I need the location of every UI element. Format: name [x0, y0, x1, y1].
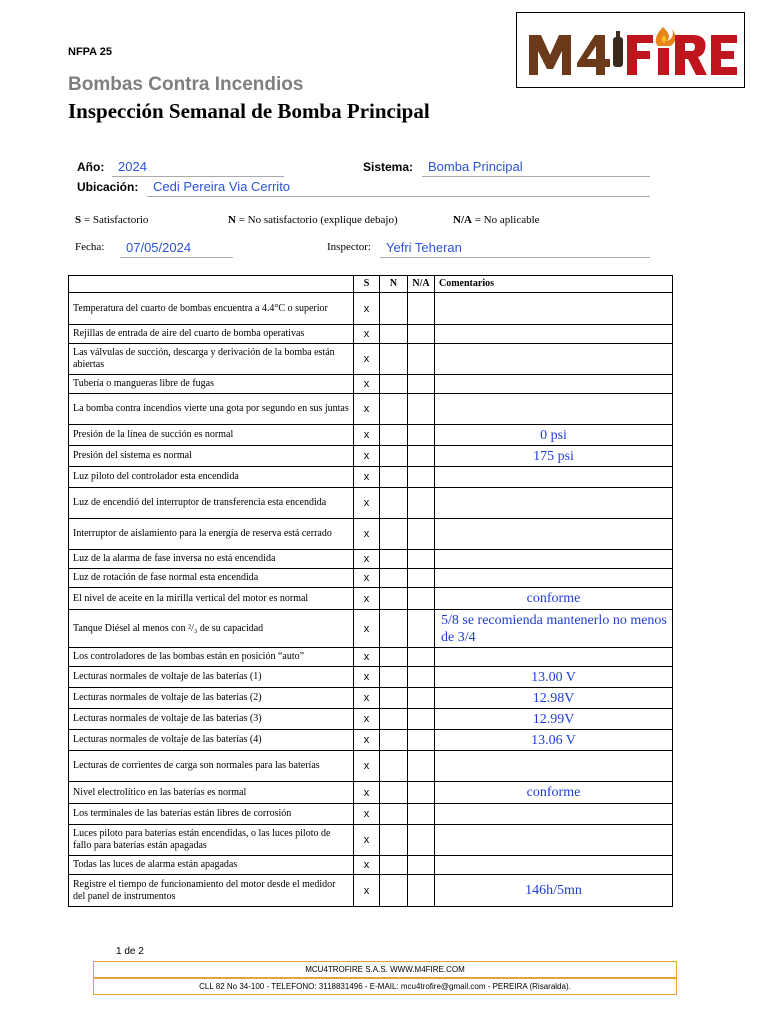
- cell-not-satisfactory[interactable]: [380, 688, 408, 709]
- inspection-item: Las válvulas de succión, descarga y derivación de la bomba están abiertas: [69, 344, 354, 375]
- cell-comment[interactable]: conforme: [435, 588, 673, 610]
- cell-satisfactory[interactable]: x: [354, 394, 380, 425]
- table-row: [69, 519, 673, 550]
- year-field[interactable]: 2024: [112, 159, 284, 177]
- cell-not-applicable[interactable]: [408, 782, 435, 804]
- cell-not-applicable[interactable]: [408, 375, 435, 394]
- inspection-item: Tubería o mangueras libre de fugas: [69, 375, 354, 394]
- cell-satisfactory[interactable]: x: [354, 875, 380, 907]
- cell-not-applicable[interactable]: [408, 804, 435, 825]
- cell-satisfactory[interactable]: x: [354, 825, 380, 856]
- footer-company: MCU4TROFIRE S.A.S. WWW.M4FIRE.COM: [93, 961, 677, 978]
- inspection-item: Luz de la alarma de fase inversa no está encendida: [69, 550, 354, 569]
- system-label: Sistema:: [363, 160, 414, 174]
- footer-contact: CLL 82 No 34-100 - TELEFONO: 3118831496 - E-MAIL: mcu4trofire@gmail.com - PEREIRA (Risaralda).: [93, 978, 677, 995]
- cell-comment[interactable]: 13.00 V: [435, 667, 673, 688]
- system-field[interactable]: Bomba Principal: [422, 159, 650, 177]
- cell-satisfactory[interactable]: x: [354, 667, 380, 688]
- table-row: [69, 825, 673, 856]
- cell-comment[interactable]: 175 psi: [435, 446, 673, 467]
- cell-not-applicable[interactable]: [408, 730, 435, 751]
- cell-not-satisfactory[interactable]: [380, 519, 408, 550]
- cell-satisfactory[interactable]: x: [354, 688, 380, 709]
- inspection-item: Presión de la línea de succión es normal: [69, 425, 354, 446]
- cell-comment[interactable]: [435, 488, 673, 519]
- inspection-item: Luz de encendió del interruptor de transferencia esta encendida: [69, 488, 354, 519]
- inspection-item: Temperatura del cuarto de bombas encuentra a 4.4°C o superior: [69, 293, 354, 325]
- table-row: [69, 875, 673, 907]
- m4fire-logo-icon: [517, 13, 744, 87]
- cell-satisfactory[interactable]: x: [354, 488, 380, 519]
- inspector-field[interactable]: Yefri Teheran: [380, 240, 650, 258]
- table-row: [69, 550, 673, 569]
- legend-s-key: S: [75, 214, 82, 226]
- inspection-item: Rejillas de entrada de aire del cuarto de bomba operativas: [69, 325, 354, 344]
- table-row: [69, 344, 673, 375]
- cell-not-applicable[interactable]: [408, 344, 435, 375]
- cell-not-satisfactory[interactable]: [380, 344, 408, 375]
- cell-not-satisfactory[interactable]: [380, 709, 408, 730]
- cell-not-satisfactory[interactable]: [380, 488, 408, 519]
- cell-comment[interactable]: [435, 325, 673, 344]
- header-item: [69, 276, 354, 293]
- cell-not-applicable[interactable]: [408, 875, 435, 907]
- inspection-item: Luces piloto para baterías están encendidas, o las luces piloto de fallo para baterías están apagadas: [69, 825, 354, 856]
- cell-comment[interactable]: 13.06 V: [435, 730, 673, 751]
- table-row: [69, 610, 673, 648]
- inspection-item: Nivel electrolítico en las baterías es normal: [69, 782, 354, 804]
- cell-satisfactory[interactable]: x: [354, 648, 380, 667]
- inspection-item: Lecturas normales de voltaje de las baterías (3): [69, 709, 354, 730]
- table-row: [69, 375, 673, 394]
- cell-not-satisfactory[interactable]: [380, 446, 408, 467]
- cell-not-applicable[interactable]: [408, 394, 435, 425]
- cell-not-applicable[interactable]: [408, 648, 435, 667]
- cell-comment[interactable]: [435, 804, 673, 825]
- table-header-row: [69, 276, 673, 293]
- page-number: 1 de 2: [116, 946, 144, 957]
- table-row: [69, 782, 673, 804]
- cell-satisfactory[interactable]: x: [354, 588, 380, 610]
- cell-not-satisfactory[interactable]: [380, 751, 408, 782]
- legend-not-satisfactory: [228, 214, 398, 226]
- cell-comment[interactable]: [435, 825, 673, 856]
- inspection-item: Registre el tiempo de funcionamiento del motor desde el medidor del panel de instrumentos: [69, 875, 354, 907]
- cell-not-applicable[interactable]: [408, 709, 435, 730]
- cell-not-applicable[interactable]: [408, 667, 435, 688]
- cell-not-applicable[interactable]: [408, 550, 435, 569]
- header-s: S: [354, 276, 380, 293]
- inspection-item: Lecturas normales de voltaje de las baterías (2): [69, 688, 354, 709]
- cell-satisfactory[interactable]: x: [354, 293, 380, 325]
- cell-not-applicable[interactable]: [408, 488, 435, 519]
- cell-not-satisfactory[interactable]: [380, 375, 408, 394]
- inspection-item: Luz de rotación de fase normal esta encendida: [69, 569, 354, 588]
- legend-not-applicable: [453, 214, 540, 226]
- cell-satisfactory[interactable]: x: [354, 782, 380, 804]
- cell-comment[interactable]: [435, 856, 673, 875]
- cell-comment[interactable]: 5/8 se recomienda mantenerlo no menos de 3/4: [435, 610, 673, 648]
- cell-not-applicable[interactable]: [408, 825, 435, 856]
- table-row: [69, 467, 673, 488]
- cell-not-satisfactory[interactable]: [380, 667, 408, 688]
- table-row: [69, 293, 673, 325]
- cell-not-applicable[interactable]: [408, 856, 435, 875]
- header-na: N/A: [408, 276, 435, 293]
- table-row: [69, 325, 673, 344]
- inspector-label: Inspector:: [327, 241, 371, 253]
- cell-not-satisfactory[interactable]: [380, 610, 408, 648]
- cell-not-applicable[interactable]: [408, 425, 435, 446]
- cell-comment[interactable]: 0 psi: [435, 425, 673, 446]
- cell-not-applicable[interactable]: [408, 446, 435, 467]
- table-row: [69, 394, 673, 425]
- cell-not-satisfactory[interactable]: [380, 825, 408, 856]
- legend-n-key: N: [228, 214, 236, 226]
- cell-not-applicable[interactable]: [408, 519, 435, 550]
- table-row: [69, 569, 673, 588]
- cell-not-satisfactory[interactable]: [380, 875, 408, 907]
- document-subtitle: Bombas Contra Incendios: [68, 74, 304, 95]
- cell-comment[interactable]: [435, 375, 673, 394]
- cell-satisfactory[interactable]: x: [354, 751, 380, 782]
- cell-satisfactory[interactable]: x: [354, 709, 380, 730]
- date-label: Fecha:: [75, 241, 105, 253]
- table-row: [69, 709, 673, 730]
- inspection-item: Presión del sistema es normal: [69, 446, 354, 467]
- inspection-item: Interruptor de aislamiento para la energía de reserva está cerrado: [69, 519, 354, 550]
- cell-not-satisfactory[interactable]: [380, 648, 408, 667]
- cell-not-satisfactory[interactable]: [380, 293, 408, 325]
- inspection-table: [68, 275, 673, 907]
- header-n: N: [380, 276, 408, 293]
- cell-not-applicable[interactable]: [408, 293, 435, 325]
- legend-na-text: = No aplicable: [471, 214, 540, 226]
- cell-comment[interactable]: [435, 569, 673, 588]
- cell-not-satisfactory[interactable]: [380, 804, 408, 825]
- cell-not-satisfactory[interactable]: [380, 325, 408, 344]
- cell-not-applicable[interactable]: [408, 467, 435, 488]
- table-row: [69, 856, 673, 875]
- table-row: [69, 425, 673, 446]
- table-row: [69, 648, 673, 667]
- location-label: Ubicación:: [77, 180, 139, 194]
- standard-label: NFPA 25: [68, 46, 113, 58]
- inspection-item: El nivel de aceite en la mirilla vertical del motor es normal: [69, 588, 354, 610]
- cell-satisfactory[interactable]: x: [354, 325, 380, 344]
- cell-comment[interactable]: [435, 519, 673, 550]
- year-label: Año:: [77, 160, 105, 174]
- cell-satisfactory[interactable]: x: [354, 375, 380, 394]
- cell-not-satisfactory[interactable]: [380, 425, 408, 446]
- table-row: [69, 751, 673, 782]
- location-field[interactable]: Cedi Pereira Via Cerrito: [147, 179, 650, 197]
- header-comments: Comentarios: [435, 276, 673, 293]
- inspection-item: Todas las luces de alarma están apagadas: [69, 856, 354, 875]
- cell-not-satisfactory[interactable]: [380, 588, 408, 610]
- cell-comment[interactable]: [435, 467, 673, 488]
- cell-comment[interactable]: [435, 394, 673, 425]
- cell-not-satisfactory[interactable]: [380, 394, 408, 425]
- cell-comment[interactable]: 12.99V: [435, 709, 673, 730]
- cell-not-applicable[interactable]: [408, 325, 435, 344]
- cell-comment[interactable]: [435, 344, 673, 375]
- cell-comment[interactable]: 12.98V: [435, 688, 673, 709]
- table-row: [69, 804, 673, 825]
- table-row: [69, 688, 673, 709]
- inspection-item: Lecturas de corrientes de carga son normales para las baterías: [69, 751, 354, 782]
- document-title: Inspección Semanal de Bomba Principal: [68, 99, 430, 123]
- table-row: [69, 488, 673, 519]
- cell-satisfactory[interactable]: x: [354, 569, 380, 588]
- company-logo: [516, 12, 745, 88]
- cell-satisfactory[interactable]: x: [354, 446, 380, 467]
- table-row: [69, 730, 673, 751]
- inspection-item: La bomba contra incendios vierte una gota por segundo en sus juntas: [69, 394, 354, 425]
- cell-satisfactory[interactable]: x: [354, 344, 380, 375]
- cell-satisfactory[interactable]: x: [354, 610, 380, 648]
- cell-not-applicable[interactable]: [408, 569, 435, 588]
- cell-not-satisfactory[interactable]: [380, 467, 408, 488]
- legend-na-key: N/A: [453, 214, 472, 226]
- date-field[interactable]: 07/05/2024: [120, 240, 233, 258]
- cell-satisfactory[interactable]: x: [354, 425, 380, 446]
- table-row: [69, 588, 673, 610]
- cell-not-applicable[interactable]: [408, 751, 435, 782]
- cell-not-satisfactory[interactable]: [380, 550, 408, 569]
- cell-not-satisfactory[interactable]: [380, 569, 408, 588]
- cell-not-satisfactory[interactable]: [380, 856, 408, 875]
- inspection-item: Los terminales de las baterías están libres de corrosión: [69, 804, 354, 825]
- legend-satisfactory: [75, 214, 148, 226]
- cell-comment[interactable]: 146h/5mn: [435, 875, 673, 907]
- cell-satisfactory[interactable]: x: [354, 804, 380, 825]
- inspection-item: Tanque Diésel al menos con ²/₃ de su capacidad: [69, 610, 354, 648]
- legend-s-text: = Satisfactorio: [81, 214, 149, 226]
- inspection-item: Lecturas normales de voltaje de las baterías (4): [69, 730, 354, 751]
- legend-n-text: = No satisfactorio (explique debajo): [235, 214, 398, 226]
- cell-not-applicable[interactable]: [408, 610, 435, 648]
- table-row: [69, 667, 673, 688]
- cell-comment[interactable]: [435, 293, 673, 325]
- cell-satisfactory[interactable]: x: [354, 467, 380, 488]
- cell-not-applicable[interactable]: [408, 588, 435, 610]
- cell-satisfactory[interactable]: x: [354, 519, 380, 550]
- cell-comment[interactable]: [435, 550, 673, 569]
- cell-not-applicable[interactable]: [408, 688, 435, 709]
- cell-not-satisfactory[interactable]: [380, 730, 408, 751]
- inspection-item: Los controladores de las bombas están en posición “auto”: [69, 648, 354, 667]
- cell-comment[interactable]: [435, 751, 673, 782]
- inspection-item: Lecturas normales de voltaje de las baterías (1): [69, 667, 354, 688]
- cell-satisfactory[interactable]: x: [354, 550, 380, 569]
- cell-satisfactory[interactable]: x: [354, 856, 380, 875]
- inspection-item: Luz piloto del controlador esta encendida: [69, 467, 354, 488]
- cell-satisfactory[interactable]: x: [354, 730, 380, 751]
- cell-comment[interactable]: [435, 648, 673, 667]
- cell-not-satisfactory[interactable]: [380, 782, 408, 804]
- table-row: [69, 446, 673, 467]
- cell-comment[interactable]: conforme: [435, 782, 673, 804]
